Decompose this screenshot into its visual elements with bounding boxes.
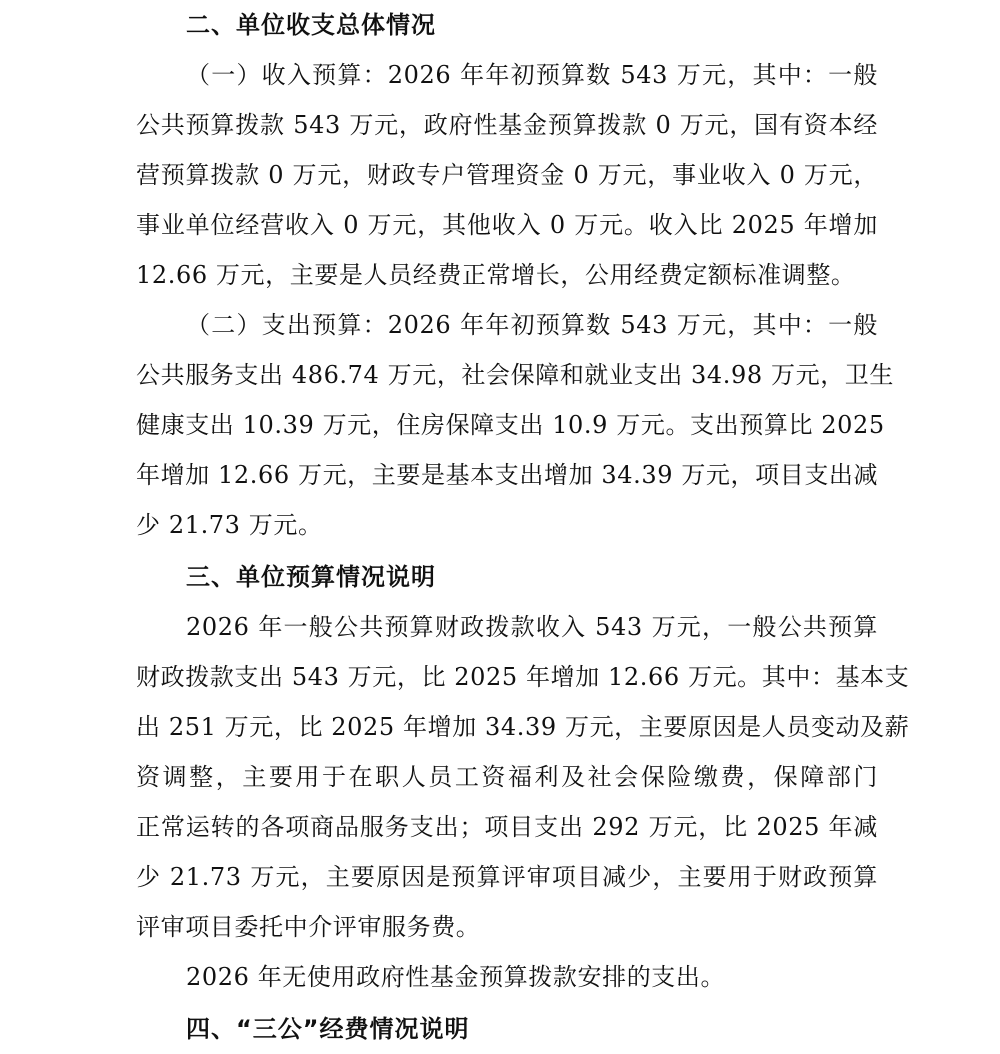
expenditure-budget-line-4: 年增加 12.66 万元，主要是基本支出增加 34.39 万元，项目支出减 (136, 461, 879, 489)
unit-budget-line-7: 评审项目委托中介评审服务费。 (136, 913, 481, 941)
income-budget-line-1: （一）收入预算：2026 年年初预算数 543 万元，其中：一般 (186, 61, 878, 89)
unit-budget-line-5: 正常运转的各项商品服务支出；项目支出 292 万元，比 2025 年减 (136, 813, 878, 841)
unit-budget-line-1: 2026 年一般公共预算财政拨款收入 543 万元，一般公共预算 (186, 613, 878, 641)
expenditure-budget-line-2: 公共服务支出 486.74 万元，社会保障和就业支出 34.98 万元，卫生 (136, 361, 894, 389)
income-budget-line-4: 事业单位经营收入 0 万元，其他收入 0 万元。收入比 2025 年增加 (136, 211, 878, 239)
government-fund-line: 2026 年无使用政府性基金预算拨款安排的支出。 (186, 963, 726, 991)
unit-budget-line-3: 出 251 万元，比 2025 年增加 34.39 万元，主要原因是人员变动及薪 (136, 713, 910, 741)
unit-budget-line-6: 少 21.73 万元，主要原因是预算评审项目减少，主要用于财政预算 (136, 863, 878, 891)
unit-budget-line-4: 资调整，主要用于在职人员工资福利及社会保险缴费，保障部门 (136, 763, 878, 791)
income-budget-line-5: 12.66 万元，主要是人员经费正常增长，公用经费定额标准调整。 (136, 261, 856, 289)
unit-budget-line-2: 财政拨款支出 543 万元，比 2025 年增加 12.66 万元。其中：基本支 (136, 663, 910, 691)
expenditure-budget-line-1: （二）支出预算：2026 年年初预算数 543 万元，其中：一般 (186, 311, 878, 339)
section-heading-2: 二、单位收支总体情况 (186, 11, 436, 39)
income-budget-line-2: 公共预算拨款 543 万元，政府性基金预算拨款 0 万元，国有资本经 (136, 111, 878, 139)
section-heading-4: 四、“三公”经费情况说明 (186, 1015, 470, 1043)
section-heading-3: 三、单位预算情况说明 (186, 563, 436, 591)
expenditure-budget-line-5: 少 21.73 万元。 (136, 511, 323, 539)
expenditure-budget-line-3: 健康支出 10.39 万元，住房保障支出 10.9 万元。支出预算比 2025 (136, 411, 885, 439)
income-budget-line-3: 营预算拨款 0 万元，财政专户管理资金 0 万元，事业收入 0 万元， (136, 161, 878, 189)
